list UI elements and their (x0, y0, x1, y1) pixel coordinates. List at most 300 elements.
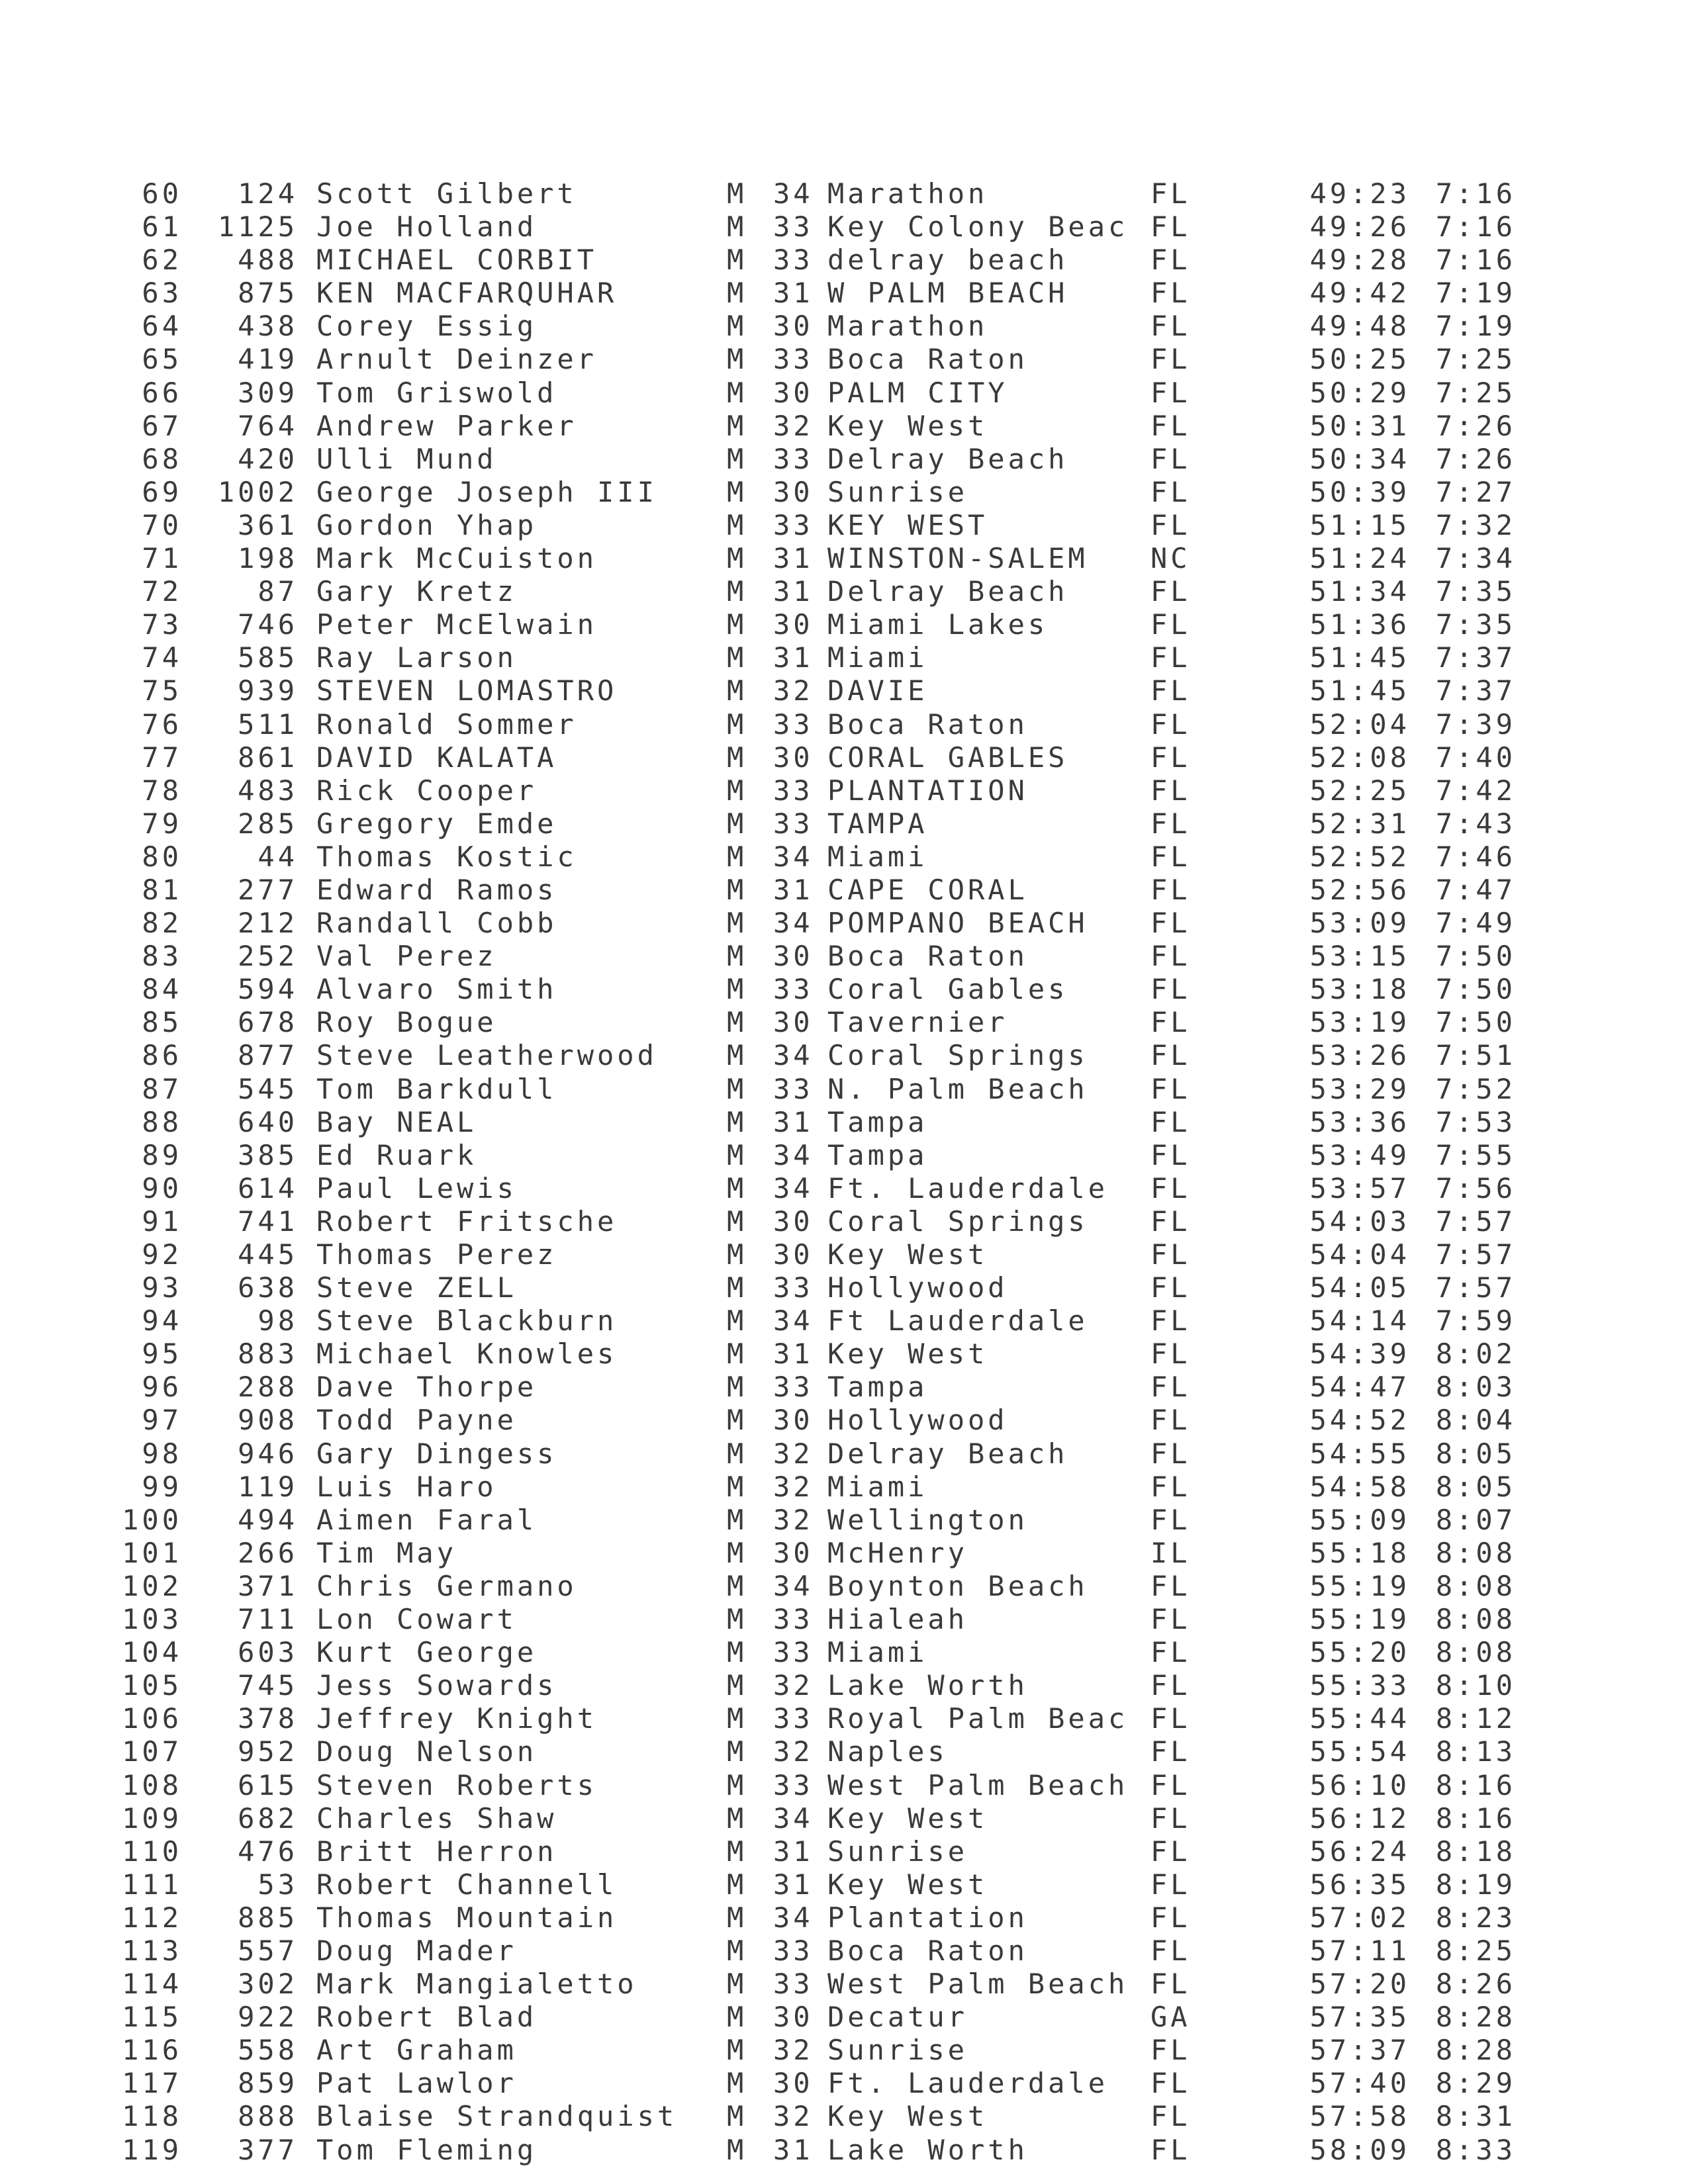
age-cell: 31 (773, 1868, 814, 1901)
city-cell: Lake Worth (827, 1669, 1028, 1702)
pace-cell: 7:26 (1435, 409, 1516, 442)
sex-cell: M (727, 741, 747, 774)
name-cell: Pat Lawlor (316, 2067, 517, 2100)
age-cell: 34 (773, 177, 814, 210)
name-cell: Joe Holland (316, 210, 538, 244)
age-cell: 33 (773, 1968, 814, 2001)
time-cell: 49:48 (1309, 310, 1410, 343)
time-cell: 51:36 (1309, 608, 1410, 641)
time-cell: 52:25 (1309, 774, 1410, 807)
age-cell: 33 (773, 1702, 814, 1735)
place-cell: 95 (142, 1338, 182, 1371)
place-cell: 110 (122, 1835, 182, 1868)
age-cell: 31 (773, 1835, 814, 1868)
bib-cell: 378 (238, 1702, 298, 1735)
time-cell: 57:40 (1309, 2067, 1410, 2100)
pace-cell: 7:25 (1435, 343, 1516, 376)
name-cell: Doug Mader (316, 1934, 517, 1967)
time-cell: 53:19 (1309, 1006, 1410, 1039)
state-cell: FL (1150, 807, 1191, 840)
city-cell: Sunrise (827, 1835, 968, 1868)
place-cell: 87 (142, 1072, 182, 1105)
state-cell: FL (1150, 1304, 1191, 1338)
city-cell: PLANTATION (827, 774, 1028, 807)
time-cell: 55:33 (1309, 1669, 1410, 1702)
sex-cell: M (727, 807, 747, 840)
age-cell: 34 (773, 1039, 814, 1072)
result-row (0, 641, 1688, 674)
city-cell: TAMPA (827, 807, 928, 840)
bib-cell: 557 (238, 1934, 298, 1967)
sex-cell: M (727, 1470, 747, 1503)
city-cell: Miami (827, 1636, 928, 1669)
bib-cell: 908 (238, 1404, 298, 1437)
place-cell: 78 (142, 774, 182, 807)
time-cell: 54:14 (1309, 1304, 1410, 1338)
bib-cell: 594 (238, 973, 298, 1006)
state-cell: FL (1150, 1039, 1191, 1072)
bib-cell: 946 (238, 1437, 298, 1470)
age-cell: 31 (773, 575, 814, 608)
name-cell: Tom Barkdull (316, 1072, 557, 1105)
result-row (0, 874, 1688, 907)
name-cell: Thomas Kostic (316, 840, 577, 873)
name-cell: Gary Dingess (316, 1437, 557, 1470)
age-cell: 30 (773, 1205, 814, 1238)
name-cell: Randall Cobb (316, 907, 557, 940)
name-cell: Thomas Perez (316, 1238, 557, 1271)
state-cell: FL (1150, 973, 1191, 1006)
bib-cell: 888 (238, 2100, 298, 2133)
result-row (0, 1537, 1688, 1570)
place-cell: 61 (142, 210, 182, 244)
result-row (0, 1603, 1688, 1636)
state-cell: FL (1150, 310, 1191, 343)
state-cell: FL (1150, 376, 1191, 409)
result-row (0, 1504, 1688, 1537)
city-cell: Boynton Beach (827, 1569, 1088, 1602)
pace-cell: 7:27 (1435, 475, 1516, 508)
place-cell: 70 (142, 508, 182, 541)
result-row (0, 841, 1688, 874)
city-cell: Wellington (827, 1503, 1028, 1536)
pace-cell: 8:16 (1435, 1801, 1516, 1835)
pace-cell: 8:08 (1435, 1536, 1516, 1569)
age-cell: 31 (773, 2133, 814, 2166)
time-cell: 52:31 (1309, 807, 1410, 840)
result-row (0, 542, 1688, 575)
sex-cell: M (727, 1105, 747, 1138)
result-row (0, 1968, 1688, 2001)
name-cell: STEVEN LOMASTRO (316, 674, 618, 707)
state-cell: FL (1150, 2067, 1191, 2100)
result-row (0, 1371, 1688, 1404)
state-cell: FL (1150, 1371, 1191, 1404)
name-cell: Roy Bogue (316, 1006, 497, 1039)
time-cell: 54:52 (1309, 1404, 1410, 1437)
bib-cell: 711 (238, 1603, 298, 1636)
state-cell: FL (1150, 1006, 1191, 1039)
sex-cell: M (727, 1968, 747, 2001)
age-cell: 34 (773, 1171, 814, 1205)
pace-cell: 8:05 (1435, 1437, 1516, 1470)
name-cell: Corey Essig (316, 310, 538, 343)
name-cell: Kurt George (316, 1636, 538, 1669)
bib-cell: 44 (258, 840, 298, 873)
city-cell: Marathon (827, 177, 988, 210)
name-cell: Mark McCuiston (316, 542, 598, 575)
place-cell: 106 (122, 1702, 182, 1735)
state-cell: FL (1150, 1801, 1191, 1835)
state-cell: FL (1150, 1238, 1191, 1271)
bib-cell: 385 (238, 1138, 298, 1171)
bib-cell: 483 (238, 774, 298, 807)
sex-cell: M (727, 343, 747, 376)
city-cell: Delray Beach (827, 442, 1068, 475)
pace-cell: 7:51 (1435, 1039, 1516, 1072)
place-cell: 60 (142, 177, 182, 210)
state-cell: FL (1150, 1470, 1191, 1503)
result-row (0, 1735, 1688, 1768)
bib-cell: 371 (238, 1569, 298, 1602)
results-list (0, 177, 1688, 2167)
bib-cell: 124 (238, 177, 298, 210)
state-cell: FL (1150, 508, 1191, 541)
bib-cell: 53 (258, 1868, 298, 1901)
name-cell: Tom Griswold (316, 376, 557, 409)
sex-cell: M (727, 1669, 747, 1702)
sex-cell: M (727, 1868, 747, 1901)
place-cell: 104 (122, 1636, 182, 1669)
pace-cell: 7:40 (1435, 741, 1516, 774)
bib-cell: 877 (238, 1039, 298, 1072)
city-cell: Royal Palm Beac (827, 1702, 1129, 1735)
sex-cell: M (727, 840, 747, 873)
age-cell: 30 (773, 1404, 814, 1437)
place-cell: 115 (122, 2001, 182, 2034)
state-cell: FL (1150, 741, 1191, 774)
name-cell: Tom Fleming (316, 2133, 538, 2166)
result-row (0, 310, 1688, 343)
city-cell: Marathon (827, 310, 988, 343)
result-row (0, 2001, 1688, 2034)
time-cell: 49:28 (1309, 244, 1410, 277)
bib-cell: 1125 (217, 210, 298, 244)
age-cell: 33 (773, 1371, 814, 1404)
time-cell: 54:04 (1309, 1238, 1410, 1271)
result-row (0, 1570, 1688, 1603)
age-cell: 30 (773, 1238, 814, 1271)
place-cell: 114 (122, 1968, 182, 2001)
result-row (0, 509, 1688, 542)
bib-cell: 302 (238, 1968, 298, 2001)
age-cell: 33 (773, 210, 814, 244)
age-cell: 33 (773, 343, 814, 376)
age-cell: 33 (773, 707, 814, 741)
pace-cell: 8:28 (1435, 2034, 1516, 2067)
pace-cell: 7:32 (1435, 508, 1516, 541)
city-cell: Ft. Lauderdale (827, 1171, 1109, 1205)
place-cell: 75 (142, 674, 182, 707)
result-row (0, 940, 1688, 973)
place-cell: 117 (122, 2067, 182, 2100)
city-cell: delray beach (827, 244, 1068, 277)
place-cell: 71 (142, 542, 182, 575)
name-cell: Ray Larson (316, 641, 517, 674)
pace-cell: 8:29 (1435, 2067, 1516, 2100)
time-cell: 53:57 (1309, 1171, 1410, 1205)
state-cell: FL (1150, 1404, 1191, 1437)
result-row (0, 1802, 1688, 1835)
result-row (0, 1238, 1688, 1271)
sex-cell: M (727, 674, 747, 707)
city-cell: Key West (827, 1868, 988, 1901)
sex-cell: M (727, 409, 747, 442)
time-cell: 53:26 (1309, 1039, 1410, 1072)
place-cell: 108 (122, 1768, 182, 1801)
pace-cell: 7:52 (1435, 1072, 1516, 1105)
state-cell: FL (1150, 1171, 1191, 1205)
age-cell: 32 (773, 2034, 814, 2067)
result-row (0, 1868, 1688, 1901)
state-cell: FL (1150, 608, 1191, 641)
result-row (0, 1172, 1688, 1205)
name-cell: Lon Cowart (316, 1603, 517, 1636)
result-row (0, 575, 1688, 608)
age-cell: 34 (773, 1901, 814, 1934)
sex-cell: M (727, 1569, 747, 1602)
result-row (0, 1039, 1688, 1072)
time-cell: 52:04 (1309, 707, 1410, 741)
sex-cell: M (727, 210, 747, 244)
place-cell: 119 (122, 2133, 182, 2166)
state-cell: FL (1150, 1901, 1191, 1934)
name-cell: Luis Haro (316, 1470, 497, 1503)
pace-cell: 7:26 (1435, 442, 1516, 475)
sex-cell: M (727, 2067, 747, 2100)
name-cell: Tim May (316, 1536, 457, 1569)
result-row (0, 774, 1688, 807)
name-cell: Todd Payne (316, 1404, 517, 1437)
place-cell: 107 (122, 1735, 182, 1768)
sex-cell: M (727, 442, 747, 475)
result-row (0, 1006, 1688, 1039)
result-row (0, 177, 1688, 210)
name-cell: Edward Ramos (316, 873, 557, 906)
bib-cell: 288 (238, 1371, 298, 1404)
time-cell: 56:10 (1309, 1768, 1410, 1801)
pace-cell: 7:57 (1435, 1271, 1516, 1304)
place-cell: 103 (122, 1603, 182, 1636)
pace-cell: 8:13 (1435, 1735, 1516, 1768)
bib-cell: 377 (238, 2133, 298, 2166)
name-cell: Steve Leatherwood (316, 1039, 657, 1072)
state-cell: FL (1150, 244, 1191, 277)
age-cell: 33 (773, 1072, 814, 1105)
bib-cell: 198 (238, 542, 298, 575)
state-cell: FL (1150, 774, 1191, 807)
time-cell: 54:58 (1309, 1470, 1410, 1503)
bib-cell: 1002 (217, 475, 298, 508)
result-row (0, 1471, 1688, 1504)
age-cell: 31 (773, 873, 814, 906)
time-cell: 55:09 (1309, 1503, 1410, 1536)
pace-cell: 7:35 (1435, 608, 1516, 641)
pace-cell: 8:08 (1435, 1569, 1516, 1602)
place-cell: 90 (142, 1171, 182, 1205)
time-cell: 57:11 (1309, 1934, 1410, 1967)
time-cell: 53:18 (1309, 973, 1410, 1006)
result-row (0, 708, 1688, 741)
pace-cell: 8:08 (1435, 1636, 1516, 1669)
state-cell: FL (1150, 1702, 1191, 1735)
result-row (0, 1934, 1688, 1968)
state-cell: FL (1150, 907, 1191, 940)
city-cell: Boca Raton (827, 343, 1028, 376)
sex-cell: M (727, 1702, 747, 1735)
state-cell: FL (1150, 343, 1191, 376)
sex-cell: M (727, 1636, 747, 1669)
state-cell: FL (1150, 1735, 1191, 1768)
city-cell: Key West (827, 409, 988, 442)
pace-cell: 7:47 (1435, 873, 1516, 906)
bib-cell: 309 (238, 376, 298, 409)
pace-cell: 7:16 (1435, 177, 1516, 210)
bib-cell: 861 (238, 741, 298, 774)
sex-cell: M (727, 2034, 747, 2067)
time-cell: 51:45 (1309, 641, 1410, 674)
sex-cell: M (727, 508, 747, 541)
city-cell: Hollywood (827, 1404, 1008, 1437)
sex-cell: M (727, 873, 747, 906)
state-cell: FL (1150, 1669, 1191, 1702)
place-cell: 65 (142, 343, 182, 376)
age-cell: 32 (773, 2100, 814, 2133)
name-cell: Peter McElwain (316, 608, 598, 641)
name-cell: Michael Knowles (316, 1338, 618, 1371)
state-cell: FL (1150, 1437, 1191, 1470)
state-cell: FL (1150, 1138, 1191, 1171)
result-row (0, 244, 1688, 277)
city-cell: McHenry (827, 1536, 968, 1569)
age-cell: 31 (773, 1338, 814, 1371)
sex-cell: M (727, 2133, 747, 2166)
state-cell: FL (1150, 1835, 1191, 1868)
time-cell: 57:35 (1309, 2001, 1410, 2034)
place-cell: 62 (142, 244, 182, 277)
state-cell: FL (1150, 1338, 1191, 1371)
result-row (0, 1338, 1688, 1371)
result-row (0, 410, 1688, 443)
pace-cell: 8:05 (1435, 1470, 1516, 1503)
age-cell: 32 (773, 1437, 814, 1470)
pace-cell: 7:42 (1435, 774, 1516, 807)
age-cell: 30 (773, 1006, 814, 1039)
city-cell: Tavernier (827, 1006, 1008, 1039)
sex-cell: M (727, 1238, 747, 1271)
sex-cell: M (727, 641, 747, 674)
state-cell: FL (1150, 1503, 1191, 1536)
city-cell: Miami Lakes (827, 608, 1049, 641)
sex-cell: M (727, 774, 747, 807)
city-cell: Lake Worth (827, 2133, 1028, 2166)
name-cell: Steve ZELL (316, 1271, 517, 1304)
bib-cell: 952 (238, 1735, 298, 1768)
sex-cell: M (727, 1437, 747, 1470)
pace-cell: 8:12 (1435, 1702, 1516, 1735)
sex-cell: M (727, 244, 747, 277)
result-row (0, 1139, 1688, 1172)
bib-cell: 488 (238, 244, 298, 277)
pace-cell: 7:19 (1435, 277, 1516, 310)
time-cell: 51:15 (1309, 508, 1410, 541)
sex-cell: M (727, 940, 747, 973)
city-cell: Miami (827, 1470, 928, 1503)
city-cell: Coral Springs (827, 1039, 1088, 1072)
time-cell: 53:49 (1309, 1138, 1410, 1171)
name-cell: Ed Ruark (316, 1138, 477, 1171)
state-cell: FL (1150, 1105, 1191, 1138)
bib-cell: 614 (238, 1171, 298, 1205)
place-cell: 68 (142, 442, 182, 475)
time-cell: 49:26 (1309, 210, 1410, 244)
city-cell: West Palm Beach (827, 1768, 1129, 1801)
bib-cell: 494 (238, 1503, 298, 1536)
time-cell: 54:39 (1309, 1338, 1410, 1371)
pace-cell: 7:37 (1435, 674, 1516, 707)
city-cell: CAPE CORAL (827, 873, 1028, 906)
time-cell: 55:19 (1309, 1569, 1410, 1602)
city-cell: Coral Springs (827, 1205, 1088, 1238)
sex-cell: M (727, 2100, 747, 2133)
city-cell: Boca Raton (827, 1934, 1028, 1967)
age-cell: 33 (773, 244, 814, 277)
time-cell: 55:20 (1309, 1636, 1410, 1669)
place-cell: 111 (122, 1868, 182, 1901)
sex-cell: M (727, 973, 747, 1006)
city-cell: Naples (827, 1735, 948, 1768)
age-cell: 31 (773, 277, 814, 310)
state-cell: FL (1150, 1072, 1191, 1105)
bib-cell: 285 (238, 807, 298, 840)
name-cell: Robert Fritsche (316, 1205, 618, 1238)
time-cell: 52:08 (1309, 741, 1410, 774)
state-cell: FL (1150, 1636, 1191, 1669)
pace-cell: 8:10 (1435, 1669, 1516, 1702)
city-cell: Decatur (827, 2001, 968, 2034)
time-cell: 50:25 (1309, 343, 1410, 376)
state-cell: FL (1150, 2100, 1191, 2133)
pace-cell: 7:34 (1435, 542, 1516, 575)
pace-cell: 8:25 (1435, 1934, 1516, 1967)
place-cell: 77 (142, 741, 182, 774)
age-cell: 30 (773, 2001, 814, 2034)
time-cell: 49:42 (1309, 277, 1410, 310)
sex-cell: M (727, 1768, 747, 1801)
sex-cell: M (727, 1006, 747, 1039)
bib-cell: 615 (238, 1768, 298, 1801)
bib-cell: 266 (238, 1536, 298, 1569)
place-cell: 94 (142, 1304, 182, 1338)
age-cell: 34 (773, 907, 814, 940)
place-cell: 73 (142, 608, 182, 641)
state-cell: FL (1150, 1271, 1191, 1304)
sex-cell: M (727, 177, 747, 210)
bib-cell: 277 (238, 873, 298, 906)
sex-cell: M (727, 277, 747, 310)
place-cell: 116 (122, 2034, 182, 2067)
time-cell: 51:24 (1309, 542, 1410, 575)
